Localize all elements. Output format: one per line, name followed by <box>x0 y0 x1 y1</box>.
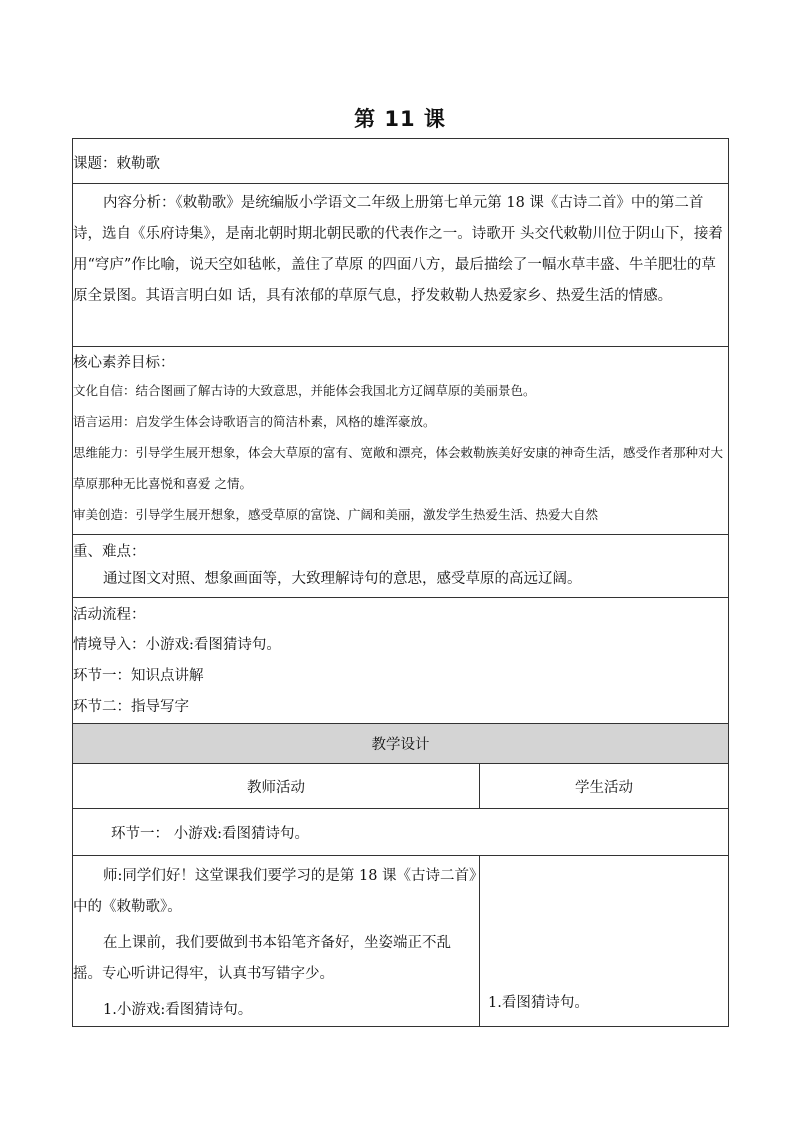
process-item: 情境导入：小游戏:看图猜诗句。 <box>73 637 281 653</box>
section-title: 环节一： 小游戏:看图猜诗句。 <box>111 825 309 842</box>
student-activity-text: 1.看图猜诗句。 <box>488 995 589 1011</box>
goals-heading: 核心素养目标： <box>73 355 175 371</box>
goal-aesthetic: 审美创造：引导学生展开想象，感受草原的富饶、广阔和美丽，激发学生热爱生活、热爱大自然 <box>73 507 599 522</box>
keypoints-text: 通过图文对照、想象画面等，大致理解诗句的意思，感受草原的高远辽阔。 <box>103 571 582 587</box>
teacher-paragraph: 1.小游戏:看图猜诗句。 <box>103 1002 253 1018</box>
topic-text: 课题：敕勒歌 <box>73 156 160 172</box>
topic-cell <box>73 139 729 184</box>
process-heading: 活动流程： <box>73 607 146 623</box>
goal-language: 语言运用：启发学生体会诗歌语言的简洁朴素，风格的雄浑豪放。 <box>73 414 436 429</box>
section-cell <box>73 809 729 856</box>
teacher-paragraph: 师:同学们好！这堂课我们要学习的是第 18 课《古诗二首》中的《敕勒歌》。 <box>73 868 477 915</box>
design-header-cell <box>73 724 729 764</box>
analysis-text: 内容分析：《敕勒歌》是统编版小学语文二年级上册第七单元第 18 课《古诗二首》中的第二首诗，选自《乐府诗集》，是南北朝时期北朝民歌的代表作之一。诗歌开 头交代敕勒川位于阴山下，接着用“穹庐”作比喻，说天空如毡帐，盖住了草原 的四面八方，最后描绘了一幅水草丰盛、牛羊肥壮的草原全景图。其语言明白如 话，具有浓郁的草原气息，抒发敕勒人热爱家乡、热爱生活的情感。 <box>73 195 723 304</box>
student-col-label: 学生活动 <box>575 779 633 796</box>
goal-culture: 文化自信：结合图画了解古诗的大致意思，并能体会我国北方辽阔草原的美丽景色。 <box>73 383 536 398</box>
process-item: 环节二：指导写字 <box>73 699 189 715</box>
page-title: 第 11 课 <box>354 107 446 131</box>
process-cell <box>73 598 729 724</box>
analysis-cell <box>73 184 729 347</box>
student-activity-cell <box>480 856 729 1027</box>
student-col-header <box>480 764 729 809</box>
process-item: 环节一：知识点讲解 <box>73 668 204 684</box>
teacher-paragraph: 在上课前，我们要做到书本铅笔齐备好，坐姿端正不乱摇。专心听讲记得牢，认真书写错字少。 <box>73 935 451 982</box>
keypoints-cell <box>73 535 729 598</box>
keypoints-heading: 重、难点： <box>73 544 146 560</box>
lesson-plan-table <box>72 138 729 1027</box>
teacher-col-header <box>73 764 480 809</box>
goals-cell <box>73 347 729 535</box>
design-header: 教学设计 <box>371 737 430 753</box>
goal-thinking: 思维能力：引导学生展开想象，体会大草原的富有、宽敞和漂亮，体会敕勒族美好安康的神奇生活，感受作者那种对大草原那种无比喜悦和喜爱 之情。 <box>73 445 724 491</box>
teacher-activity-cell <box>73 856 480 1027</box>
teacher-col-label: 教师活动 <box>247 779 305 796</box>
